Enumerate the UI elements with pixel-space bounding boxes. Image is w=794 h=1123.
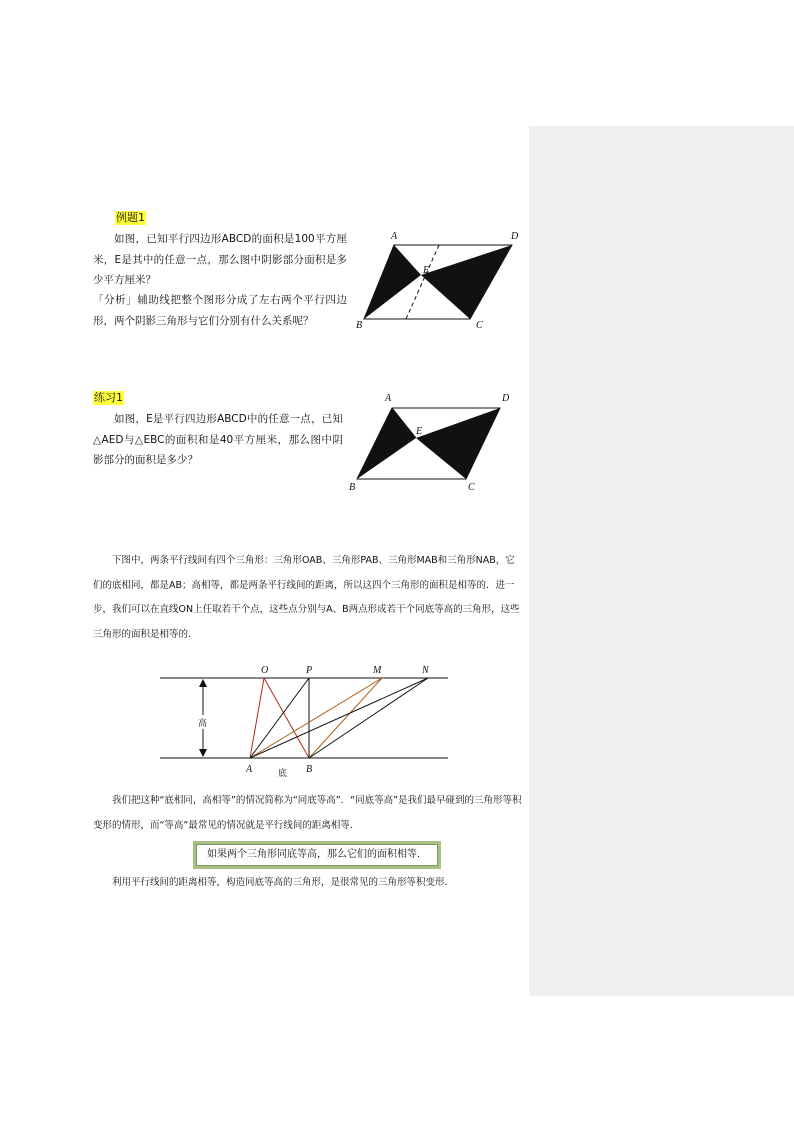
vertex-label-b: B: [349, 482, 356, 493]
comment-sidebar: [529, 126, 794, 996]
vertex-label-a: A: [391, 231, 398, 242]
point-label-e: E: [423, 265, 430, 276]
vertex-label-c: C: [476, 320, 483, 331]
example-analysis-text: 「分析」辅助线把整个图形分成了左右两个平行四边形，两个阴影三角形与它们分别有什么关系呢？: [93, 294, 347, 327]
segment-ap: [250, 678, 309, 758]
segment-nb: [309, 678, 428, 758]
exercise-parallelogram-figure: [348, 390, 518, 495]
height-arrow-head-bottom: [199, 749, 207, 757]
shaded-triangle-right: [416, 408, 500, 479]
shaded-triangle-right: [421, 245, 512, 319]
segment-mb: [309, 678, 382, 758]
base-label: 底: [278, 769, 288, 779]
vertex-label-d: D: [502, 393, 510, 404]
point-label-a: A: [246, 764, 253, 775]
exercise-tag: 练习1: [94, 391, 123, 404]
vertex-label-a: A: [385, 393, 392, 404]
paragraph-equal-area-transform: 利用平行线间的距离相等，构造同底等高的三角形，是很常见的三角形等积变形．: [112, 877, 455, 888]
exercise-problem-text: 如图，E是平行四边形ABCD中的任意一点，已知△AED与△EBC的面积和是40平方厘米，那么图中阴影部分的面积是多少？: [93, 413, 343, 466]
height-label: 高: [198, 719, 208, 729]
vertex-label-d: D: [511, 231, 519, 242]
paragraph-same-base-definition: 我们把这种“底相同，高相等”的情况简称为“同底等高”．“同底等高”是我们最早碰到的三角形等积变形的情形，而“等高”最常见的情况就是平行线间的距离相等．: [93, 795, 522, 831]
paragraph-same-base-triangles: 下图中，两条平行线间有四个三角形：三角形OAB、三角形PAB、三角形MAB和三角形NAB，它们的底相同，都是AB；高相等，都是两条平行线间的距离，所以这四个三角形的面积是相等的．进一步，我们可以在直线ON上任取若干个点，这些点分别与A、B两点形成若干个同底等高的三角形，这些三角形的面积是相等的．: [93, 555, 520, 640]
shaded-triangle-left: [364, 245, 421, 319]
height-arrow-head-top: [199, 679, 207, 687]
point-label-n: N: [422, 665, 429, 676]
point-label-p: P: [306, 665, 313, 676]
point-label-o: O: [261, 665, 269, 676]
parallel-lines-figure: [160, 660, 455, 780]
theorem-box: [193, 841, 441, 869]
vertex-label-c: C: [468, 482, 475, 493]
point-label-m: M: [373, 665, 382, 676]
theorem-text: 如果两个三角形同底等高，那么它们的面积相等．: [196, 844, 438, 866]
segment-am: [250, 678, 382, 758]
segment-ao: [250, 678, 264, 758]
example-problem-text: 如图，已知平行四边形ABCD的面积是100平方厘米，E是其中的任意一点，那么图中阴影部分面积是多少平方厘米？: [93, 233, 347, 286]
segment-an: [250, 678, 428, 758]
example-tag: 例题1: [116, 211, 145, 224]
example-parallelogram-figure: [355, 228, 525, 338]
point-label-e: E: [416, 426, 423, 437]
point-label-b: B: [306, 764, 313, 775]
vertex-label-b: B: [356, 320, 363, 331]
